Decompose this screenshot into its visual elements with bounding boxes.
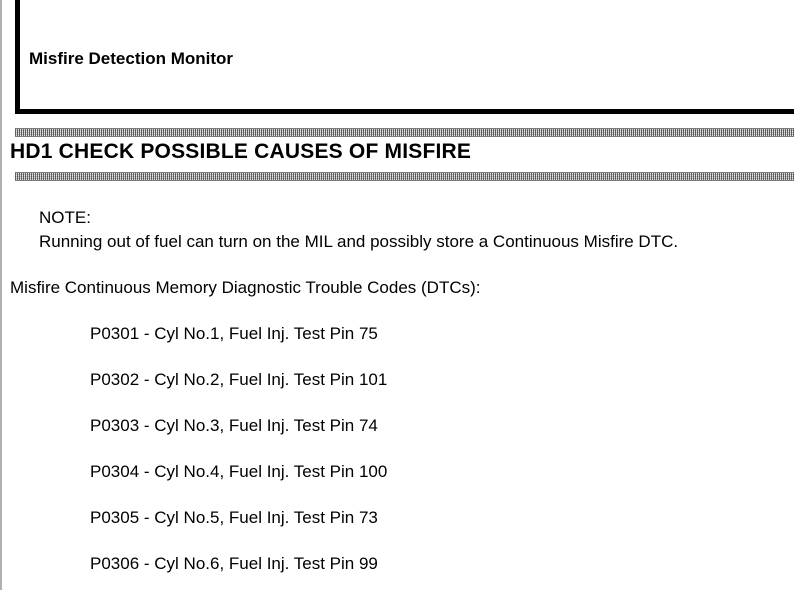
dtc-item: P0302 - Cyl No.2, Fuel Inj. Test Pin 101 — [90, 370, 388, 389]
dtc-item: P0305 - Cyl No.5, Fuel Inj. Test Pin 73 — [90, 508, 378, 527]
section-heading: HD1 CHECK POSSIBLE CAUSES OF MISFIRE — [10, 140, 472, 163]
page-left-border — [0, 0, 2, 590]
title-box — [15, 0, 794, 114]
dtc-list — [90, 324, 387, 600]
section-divider-bottom — [15, 172, 794, 181]
dtc-item: P0301 - Cyl No.1, Fuel Inj. Test Pin 75 — [90, 324, 378, 343]
page-title: Misfire Detection Monitor — [29, 49, 234, 68]
dtc-item: P0304 - Cyl No.4, Fuel Inj. Test Pin 100 — [90, 462, 388, 481]
dtc-list-heading: Misfire Continuous Memory Diagnostic Trouble Codes (DTCs): — [10, 278, 481, 297]
note-text: Running out of fuel can turn on the MIL and possibly store a Continuous Misfire DTC. — [39, 232, 679, 251]
note-label: NOTE: — [39, 208, 91, 227]
section-divider-top — [15, 128, 794, 137]
dtc-item: P0303 - Cyl No.3, Fuel Inj. Test Pin 74 — [90, 416, 378, 435]
dtc-item: P0306 - Cyl No.6, Fuel Inj. Test Pin 99 — [90, 554, 378, 573]
